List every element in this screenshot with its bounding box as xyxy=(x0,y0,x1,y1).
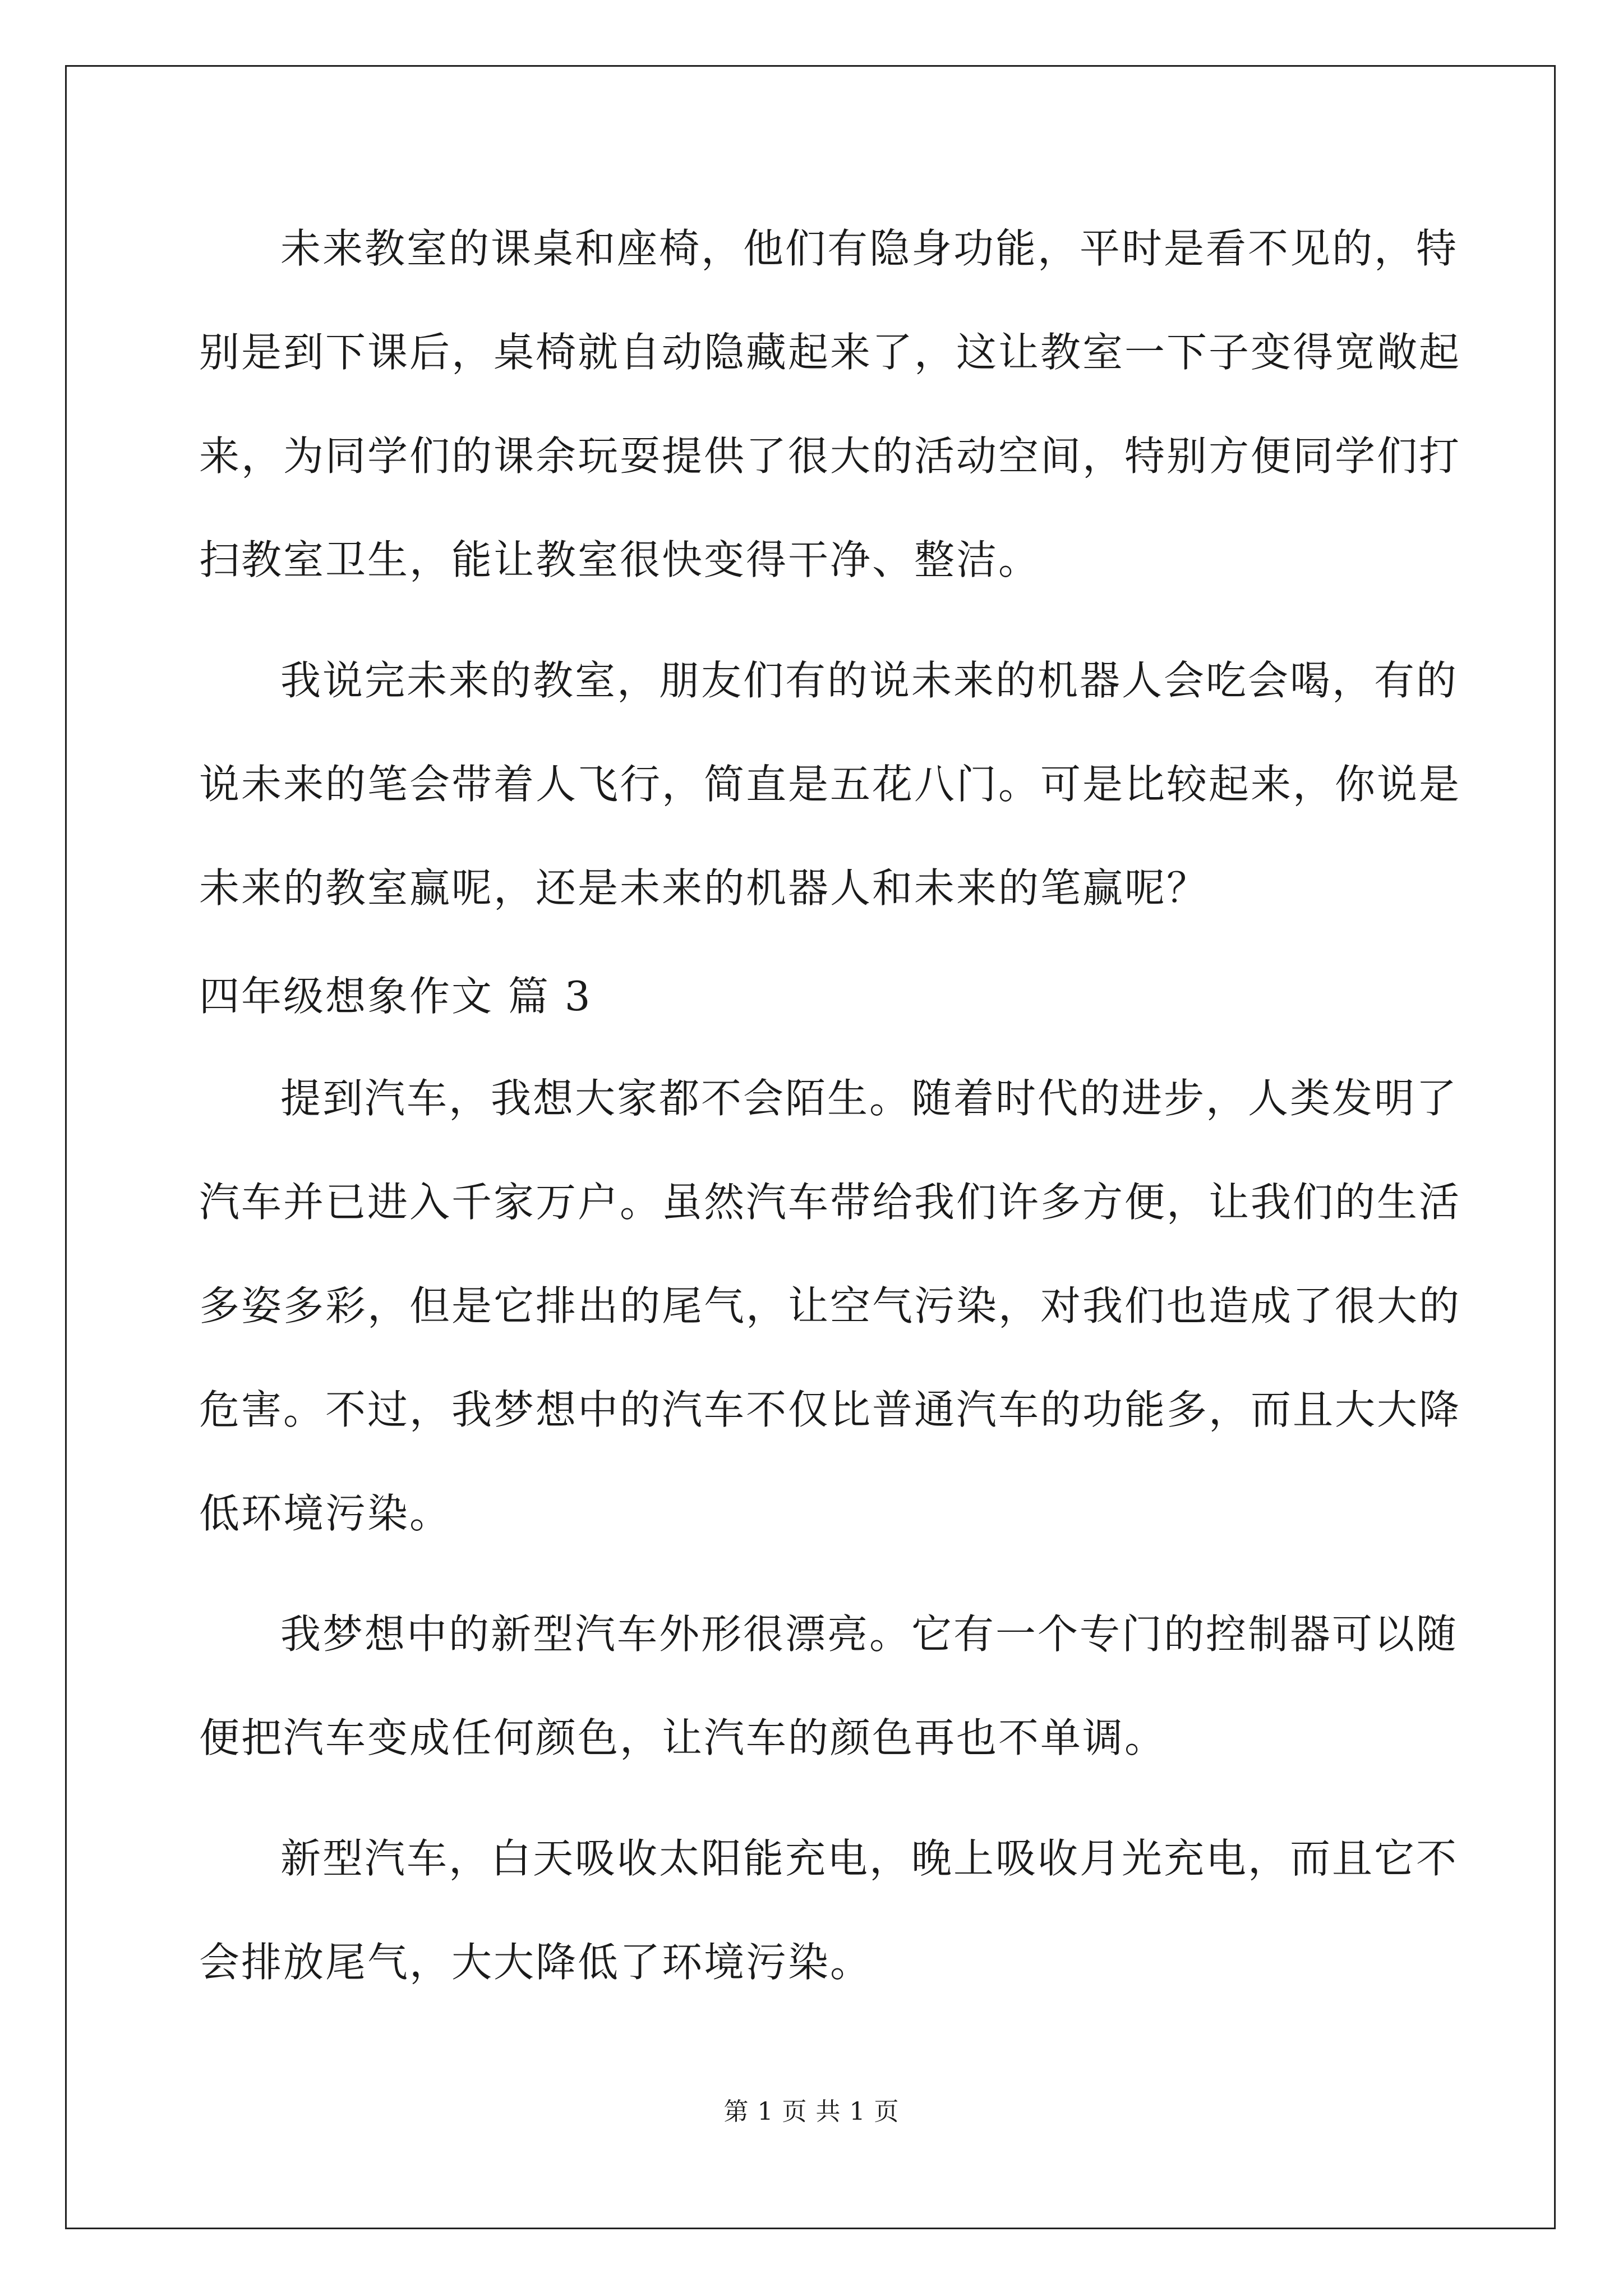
section-heading: 四年级想象作文 篇 3 xyxy=(199,973,592,1020)
paragraph-line: 提到汽车，我想大家都不会陌生。随着时代的进步，人类发明了 xyxy=(280,1075,1459,1122)
paragraph-line: 别是到下课后，桌椅就自动隐藏起来了，这让教室一下子变得宽敞起 xyxy=(199,329,1461,376)
paragraph-line: 多姿多彩，但是它排出的尾气，让空气污染，对我们也造成了很大的 xyxy=(199,1282,1461,1329)
page-number-footer: 第 1 页 共 1 页 xyxy=(723,2097,900,2126)
paragraph-line: 我说完未来的教室，朋友们有的说未来的机器人会吃会喝，有的 xyxy=(280,657,1459,704)
paragraph-line: 危害。不过，我梦想中的汽车不仅比普通汽车的功能多，而且大大降 xyxy=(199,1386,1461,1433)
paragraph-line: 来，为同学们的课余玩耍提供了很大的活动空间，特别方便同学们打 xyxy=(199,432,1461,480)
paragraph-line: 汽车并已进入千家万户。虽然汽车带给我们许多方便，让我们的生活 xyxy=(199,1179,1461,1226)
paragraph-line: 我梦想中的新型汽车外形很漂亮。它有一个专门的控制器可以随 xyxy=(280,1611,1459,1658)
paragraph-line: 低环境污染。 xyxy=(199,1490,452,1537)
paragraph-line: 新型汽车，白天吸收太阳能充电，晚上吸收月光充电，而且它不 xyxy=(280,1835,1459,1882)
paragraph-line: 便把汽车变成任何颜色，让汽车的颜色再也不单调。 xyxy=(199,1714,1167,1761)
page-border xyxy=(65,65,1556,2229)
paragraph-line: 未来教室的课桌和座椅，他们有隐身功能，平时是看不见的，特 xyxy=(280,225,1459,272)
paragraph-line: 说未来的笔会带着人飞行，简直是五花八门。可是比较起来，你说是 xyxy=(199,761,1461,808)
paragraph-line: 扫教室卫生，能让教室很快变得干净、整洁。 xyxy=(199,536,1041,583)
paragraph-line: 未来的教室赢呢，还是未来的机器人和未来的笔赢呢？ xyxy=(199,864,1209,912)
paragraph-line: 会排放尾气，大大降低了环境污染。 xyxy=(199,1939,873,1986)
